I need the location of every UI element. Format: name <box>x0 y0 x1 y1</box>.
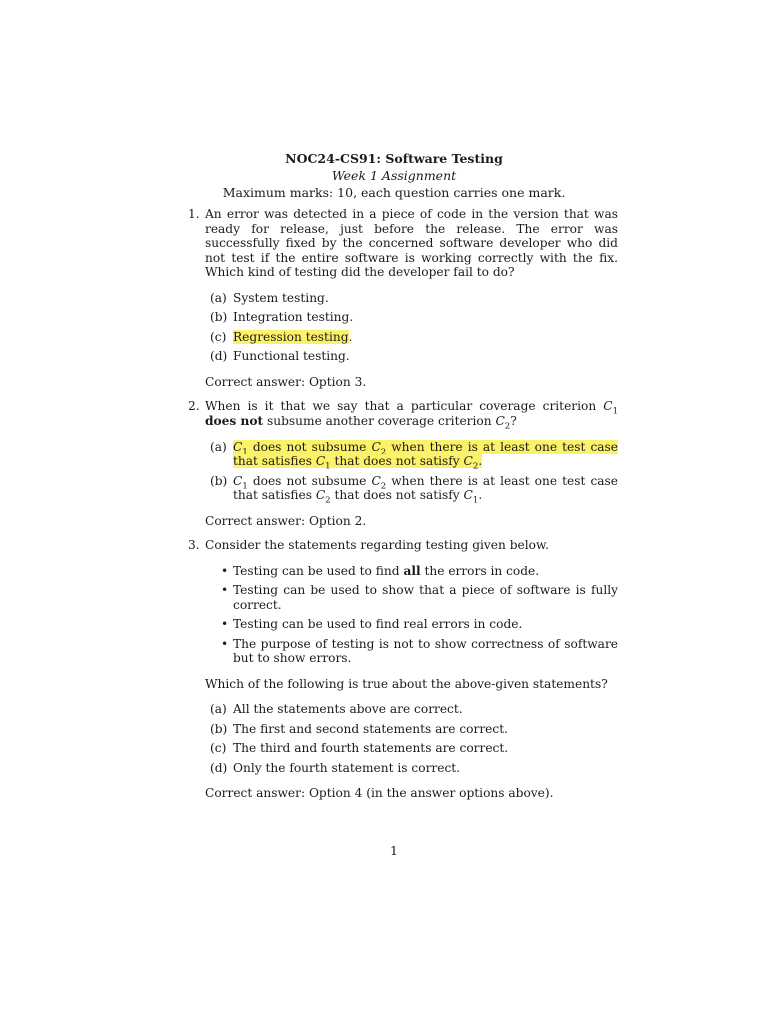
text-fragment: does not subsume <box>247 439 372 454</box>
text-fragment: . <box>478 454 483 469</box>
math-subscript: 2 <box>472 461 479 472</box>
bullet-icon: • <box>221 636 229 651</box>
question-number: 2. <box>188 399 200 414</box>
option-text: All the statements above are correct. <box>233 702 463 717</box>
option-a <box>205 702 618 717</box>
math-symbol: C <box>371 439 381 454</box>
text-fragment: when there is at least one test case that satisfies <box>233 439 618 469</box>
marks-note: Maximum marks: 10, each question carries one mark. <box>222 185 566 200</box>
statement-list <box>205 564 618 666</box>
math-subscript: 2 <box>380 480 387 491</box>
option-b <box>205 310 618 325</box>
option-letter: (b) <box>210 473 228 488</box>
highlighted-option-text: Regression testing <box>233 329 349 344</box>
option-text: Functional testing. <box>233 349 350 364</box>
bullet-icon: • <box>221 617 229 632</box>
correct-answer: Correct answer: Option 3. <box>205 374 367 389</box>
math-subscript: 1 <box>325 461 331 472</box>
text-fragment: ? <box>510 413 517 428</box>
question-2 <box>188 399 618 528</box>
math-symbol: C <box>463 454 473 469</box>
text-fragment: subsume another coverage criterion <box>267 413 496 428</box>
text-fragment: the errors in code. <box>420 563 540 578</box>
text-fragment: The purpose of testing is not to show correctness of software but to show errors. <box>233 636 618 666</box>
question-number: 1. <box>188 207 200 221</box>
question-text: An error was detected in a piece of code in the version that was ready for release, just before the release. The error was successfully fixed by the concerned software developer who did not test if the entire software is working correctly with the fix. Which kind of testing did the developer fail to do? <box>205 207 618 280</box>
math-symbol: C <box>603 399 613 414</box>
page-number: 1 <box>390 843 398 858</box>
math-subscript: 2 <box>325 495 331 506</box>
statement-item <box>205 637 618 666</box>
option-letter: (d) <box>210 349 228 364</box>
option-text: Integration testing. <box>233 310 354 325</box>
option-a <box>205 291 618 306</box>
option-letter: (b) <box>210 721 228 736</box>
question-3 <box>188 538 618 801</box>
document-subtitle: Week 1 Assignment <box>331 168 457 183</box>
text-fragment: when there is at least one test case that satisfies <box>233 473 618 503</box>
bold-text: does not <box>205 413 264 428</box>
option-c <box>205 741 618 756</box>
text-fragment: that does not satisfy <box>330 454 464 469</box>
math-symbol: C <box>463 488 473 503</box>
math-symbol: C <box>315 454 326 469</box>
option-letter: (a) <box>210 290 227 305</box>
statement-item <box>205 617 618 632</box>
text-fragment: Testing can be used to find <box>233 563 404 578</box>
option-letter: (b) <box>210 310 228 325</box>
math-subscript: 1 <box>242 446 248 457</box>
option-list <box>205 439 618 506</box>
option-letter: (c) <box>210 329 227 344</box>
statement-item <box>205 564 618 579</box>
math-subscript: 1 <box>472 495 479 506</box>
question-list <box>188 207 618 811</box>
math-subscript: 2 <box>504 421 511 432</box>
option-text: The third and fourth statements are correct. <box>233 741 509 756</box>
option-text <box>233 473 618 506</box>
math-symbol: C <box>233 439 243 454</box>
bullet-icon: • <box>221 563 229 578</box>
followup-question: Which of the following is true about the above-given statements? <box>205 676 608 691</box>
correct-answer: Correct answer: Option 4 (in the answer options above). <box>205 786 554 801</box>
bold-text: all <box>403 563 421 578</box>
math-symbol: C <box>495 413 505 428</box>
option-letter: (c) <box>210 741 227 756</box>
document-title: NOC24-CS91: Software Testing <box>285 151 503 166</box>
text-fragment: that does not satisfy <box>330 488 464 503</box>
option-d <box>205 761 618 776</box>
option-b <box>205 722 618 737</box>
math-symbol: C <box>371 473 381 488</box>
option-text: System testing. <box>233 290 329 305</box>
question-text <box>205 399 618 432</box>
math-symbol: C <box>233 473 243 488</box>
question-number: 3. <box>188 538 200 553</box>
option-a <box>205 439 618 472</box>
option-list <box>205 291 618 364</box>
option-c <box>205 330 618 345</box>
text-fragment: does not subsume <box>247 473 372 488</box>
text-fragment: . <box>478 488 483 503</box>
math-subscript: 2 <box>380 446 387 457</box>
correct-answer: Correct answer: Option 2. <box>205 513 367 528</box>
highlighted-option-text <box>233 439 618 472</box>
bullet-icon: • <box>221 583 229 598</box>
option-letter: (a) <box>210 439 227 454</box>
option-letter: (d) <box>210 760 228 775</box>
option-suffix: . <box>348 329 353 344</box>
statement-item <box>205 583 618 612</box>
option-text: Only the fourth statement is correct. <box>233 760 461 775</box>
option-b <box>205 473 618 506</box>
question-text: Consider the statements regarding testing given below. <box>205 538 549 553</box>
math-subscript: 1 <box>242 480 248 491</box>
math-subscript: 1 <box>612 406 618 417</box>
math-symbol: C <box>315 488 326 503</box>
text-fragment: Testing can be used to find real errors in code. <box>233 617 523 632</box>
option-d <box>205 349 618 364</box>
question-1 <box>188 207 618 389</box>
text-fragment: Testing can be used to show that a piece of software is fully correct. <box>233 583 618 612</box>
text-fragment: When is it that we say that a particular coverage criterion <box>205 399 604 414</box>
option-letter: (a) <box>210 702 227 717</box>
option-list <box>205 702 618 775</box>
document-header <box>0 150 768 201</box>
option-text: The first and second statements are correct. <box>233 721 508 736</box>
